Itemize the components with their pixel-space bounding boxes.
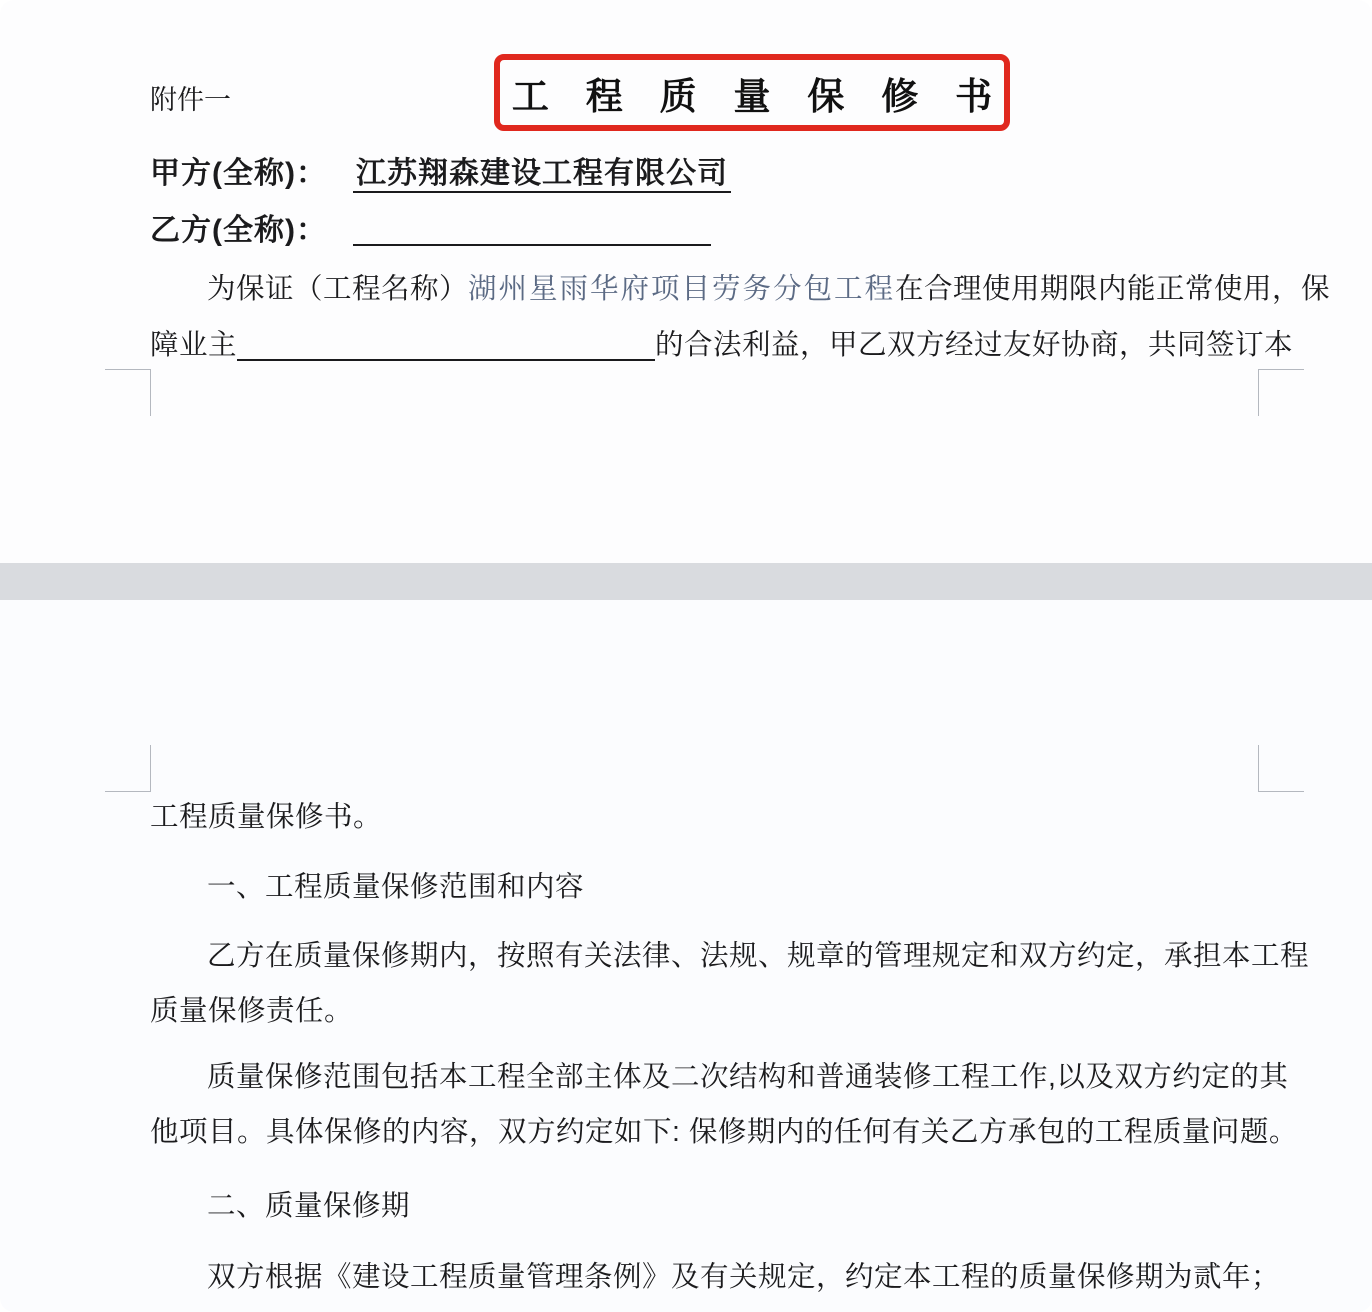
- document-title: 工 程 质 量 保 修 书: [511, 73, 1005, 118]
- party-a-value: 江苏翔森建设工程有限公司: [353, 157, 731, 193]
- party-b-blank-line: [353, 214, 711, 246]
- para1-line-2: 质量保修责任。: [150, 995, 354, 1027]
- party-b-label: 乙方(全称)：: [150, 214, 327, 247]
- intro-line-2-post: 的合法利益，甲乙双方经过友好协商，共同签订本: [655, 329, 1294, 361]
- para2-line-2: 他项目。具体保修的内容，双方约定如下: 保修期内的任何有关乙方承包的工程质量问题。: [150, 1116, 1298, 1148]
- owner-blank-line: [237, 331, 655, 362]
- page-1: [0, 0, 1372, 563]
- page-break-gap: [0, 563, 1372, 600]
- intro-line-1-pre: 为保证（工程名称）: [207, 273, 469, 305]
- para1-line-1: 乙方在质量保修期内，按照有关法律、法规、规章的管理规定和双方约定，承担本工程: [207, 940, 1310, 972]
- para3-line-1: 双方根据《建设工程质量管理条例》及有关规定，约定本工程的质量保修期为贰年；: [207, 1261, 1281, 1293]
- page2-top-right-margin-mark: [1258, 745, 1304, 792]
- project-name-text: 湖州星雨华府项目劳务分包工程: [468, 272, 896, 305]
- para2-line-1: 质量保修范围包括本工程全部主体及二次结构和普通装修工程工作,以及双方约定的其: [207, 1061, 1289, 1093]
- intro-line-1-post: 在合理使用期限内能正常使用，保: [895, 273, 1331, 305]
- intro-line-2-pre: 障业主: [150, 329, 238, 361]
- continuation-line: 工程质量保修书。: [150, 801, 383, 833]
- intro-line-1: [207, 272, 1330, 306]
- attachment-label: 附件一: [150, 85, 231, 115]
- party-a-row: [150, 156, 731, 192]
- section2-heading: 二、质量保修期: [207, 1190, 411, 1222]
- page-2: [0, 600, 1372, 1312]
- party-a-label: 甲方(全称)：: [150, 157, 327, 190]
- intro-line-2: [150, 328, 1293, 362]
- title-highlight-box: [494, 54, 1010, 131]
- section1-heading: 一、工程质量保修范围和内容: [207, 871, 585, 903]
- page1-bottom-left-margin-mark: [105, 369, 151, 416]
- party-b-row: [150, 213, 711, 249]
- page1-bottom-right-margin-mark: [1258, 369, 1304, 416]
- page2-top-left-margin-mark: [105, 745, 151, 792]
